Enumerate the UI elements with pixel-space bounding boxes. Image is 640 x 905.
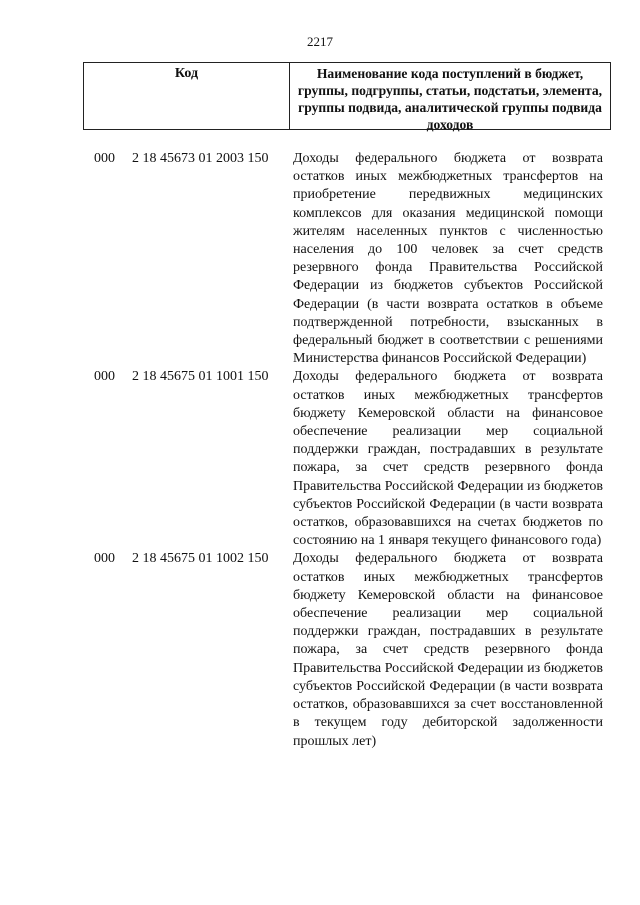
page-number: 2217 <box>307 34 333 49</box>
header-code-column: Код <box>84 63 290 129</box>
table-row <box>94 150 614 368</box>
income-description: Доходы федерального бюджета от возврата остатков иных межбюджетных трансфертов на приобретение передвижных медицинских комплексов для оказания медицинской помощи жителям населенных пунктов с численностью населения до 100 человек за счет средств резервного фонда Правительства Российской Федерации из бюджетов субъектов Российской Федерации (в части возврата остатков в объеме подтвержденной потребности, взысканных в федеральный бюджет в соответствии с решениями Министерства финансов Российской Федерации) <box>293 151 603 367</box>
admin-code: 000 <box>94 151 115 166</box>
table-header <box>83 62 611 130</box>
admin-code: 000 <box>94 369 115 385</box>
table-row <box>94 368 614 550</box>
income-description: Доходы федерального бюджета от возврата остатков иных межбюджетных трансфертов бюджету Кемеровской области на финансовое обеспечение реализации мер социальной поддержки граждан, пострадавших в результате пожара, за счет средств резервного фонда Правительства Российской Федерации из бюджетов субъектов Российской Федерации (в части возврата остатков, образовавшихся за счет восстановленной в текущем году дебиторской задолженности прошлых лет) <box>293 551 603 749</box>
header-name-column: Наименование кода поступлений в бюджет, группы, подгруппы, статьи, подстатьи, элемента, группы подвида, аналитической группы подвида доходов <box>297 66 603 132</box>
admin-code: 000 <box>94 551 115 567</box>
income-code-list <box>94 150 614 751</box>
income-code: 2 18 45673 01 2003 150 <box>132 151 269 166</box>
table-row <box>94 550 614 750</box>
income-code: 2 18 45675 01 1001 150 <box>132 369 269 385</box>
income-description: Доходы федерального бюджета от возврата остатков иных межбюджетных трансфертов бюджету Кемеровской области на финансовое обеспечение реализации мер социальной поддержки граждан, пострадавших в результате пожара, за счет средств резервного фонда Правительства Российской Федерации из бюджетов субъектов Российской Федерации (в части возврата остатков, образовавшихся на счетах бюджетов по состоянию на 1 января текущего финансового года) <box>293 369 603 549</box>
income-code: 2 18 45675 01 1002 150 <box>132 551 269 567</box>
